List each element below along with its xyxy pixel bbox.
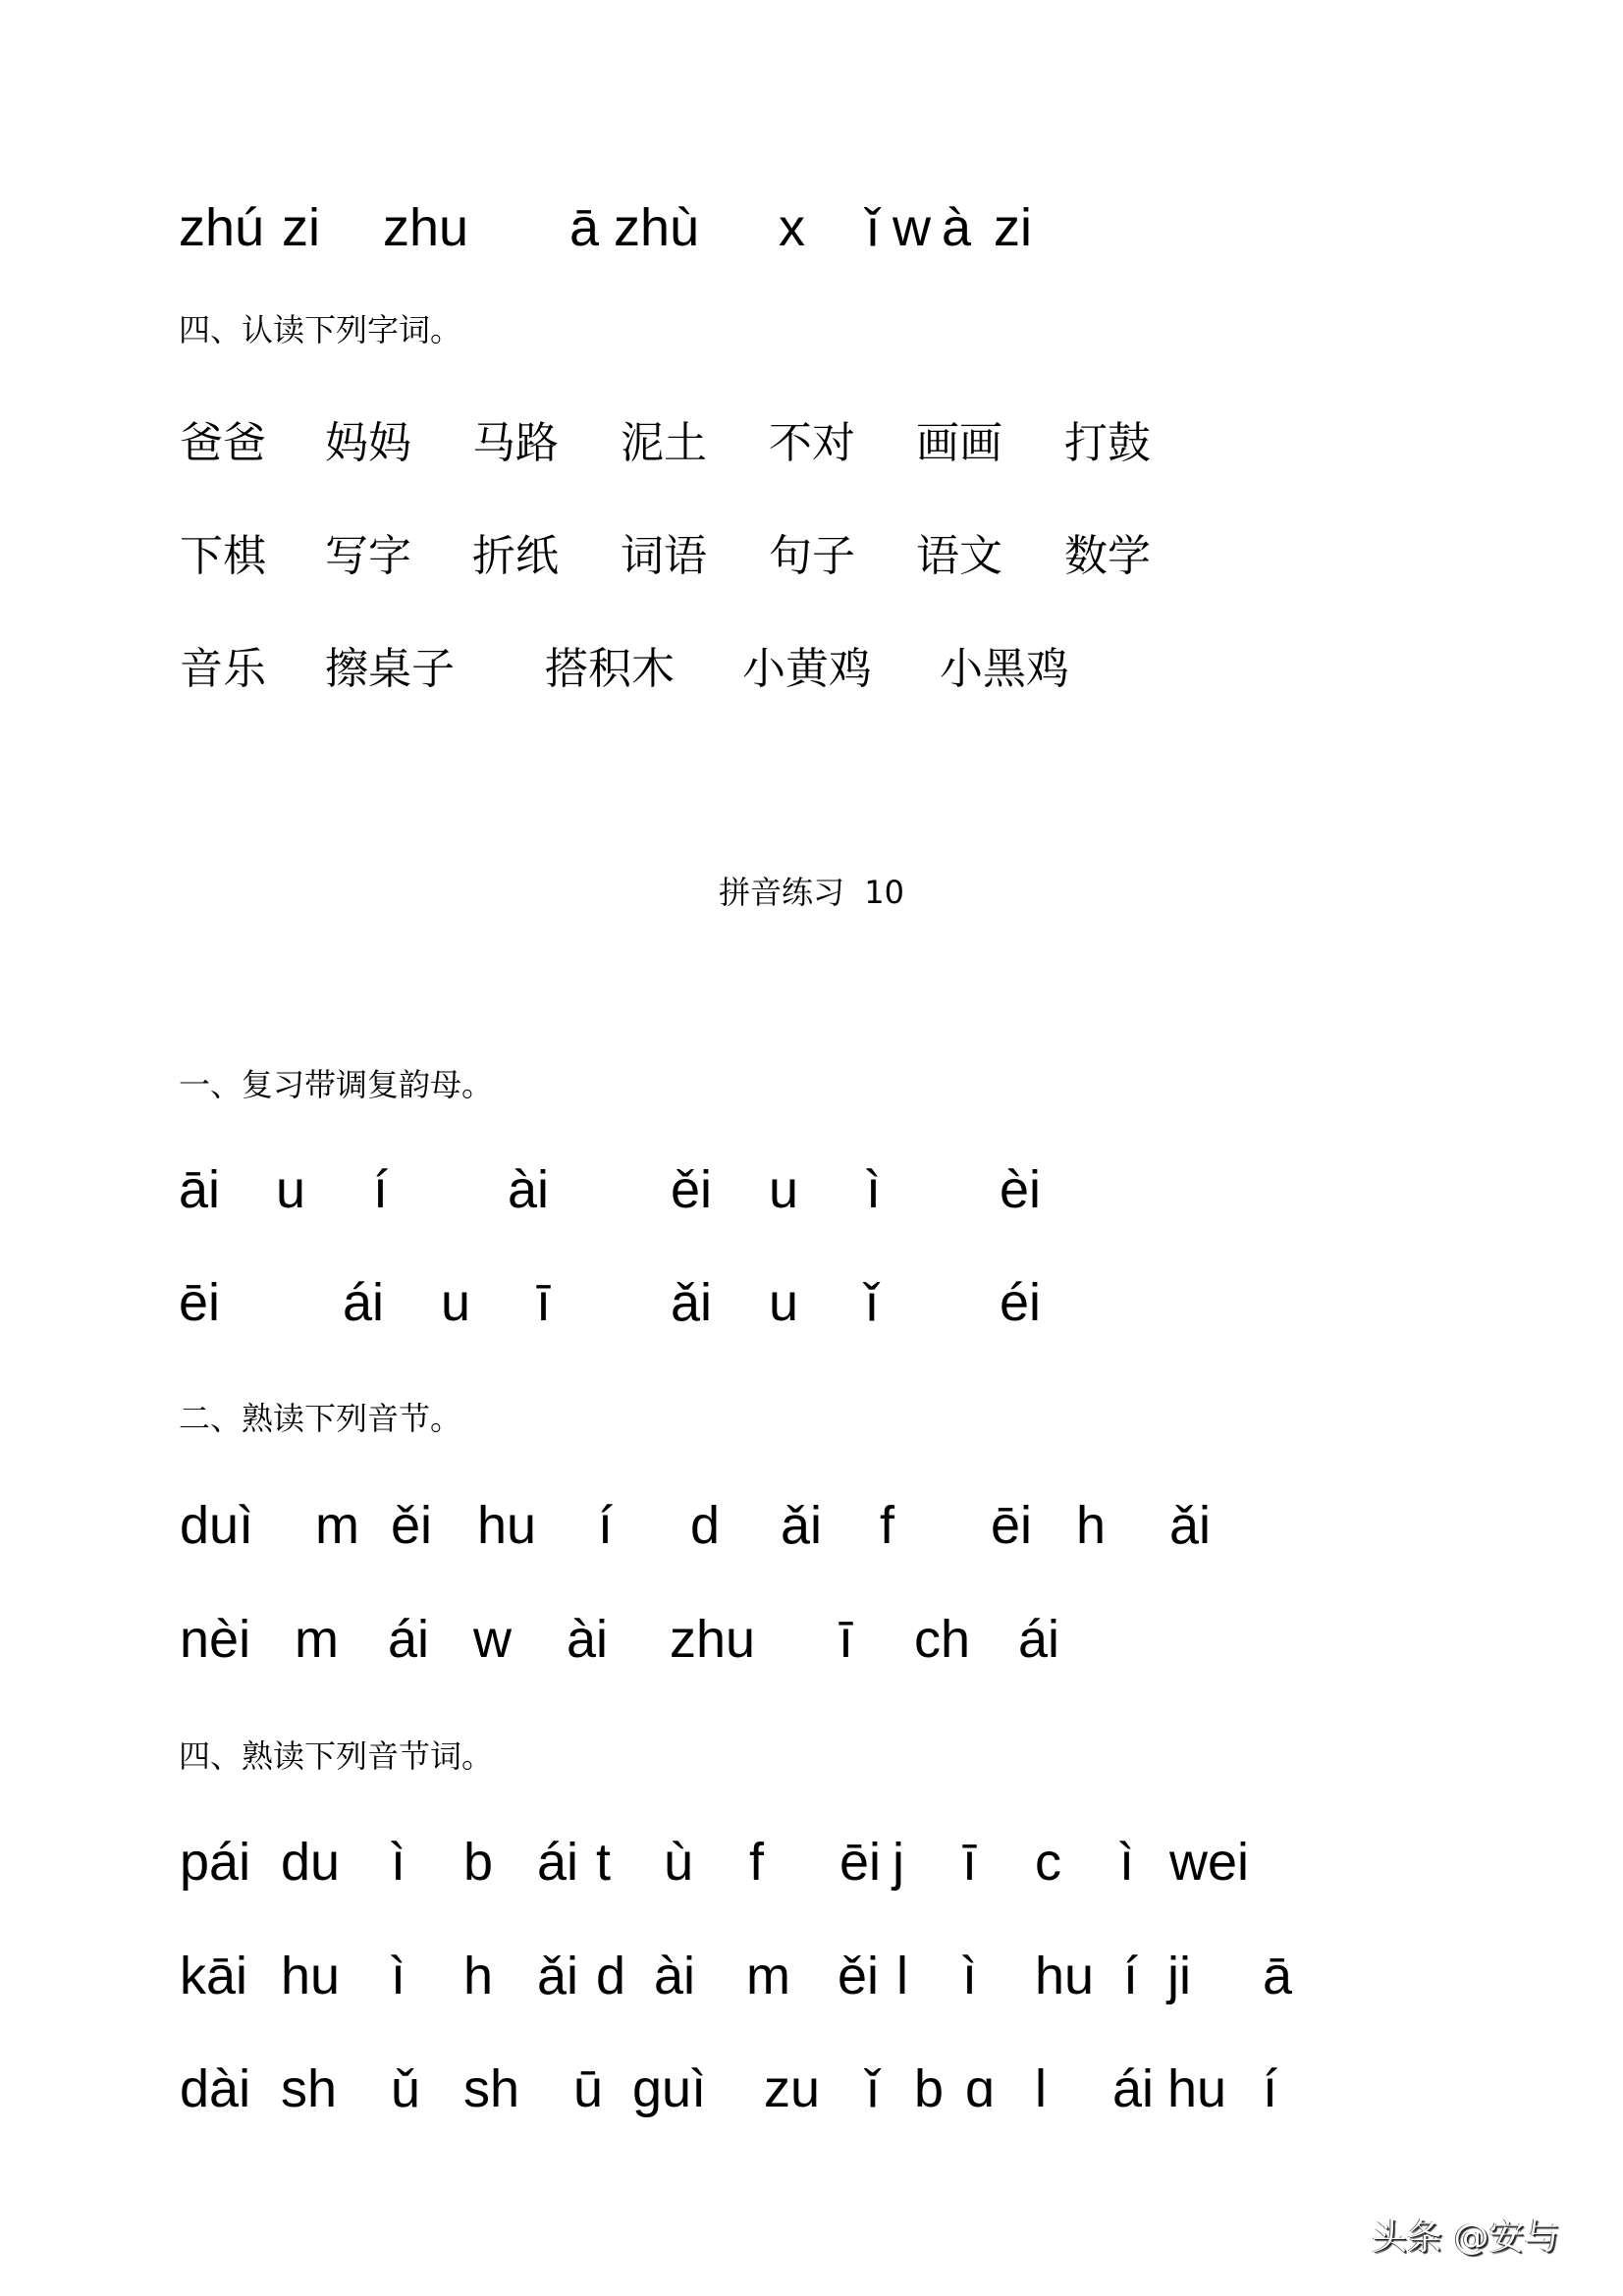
syllable-token: í <box>373 1160 389 1219</box>
watermark: 头条 @安与 <box>1372 2217 1560 2258</box>
syllable-token: h <box>463 1947 494 2005</box>
syllable-token: 句子 <box>769 531 855 581</box>
syllable-token: 音乐 <box>180 644 266 694</box>
syllable-token: t <box>596 1833 612 1892</box>
syllable-token: 打鼓 <box>1064 418 1151 468</box>
syllable-token: í <box>1263 2059 1278 2118</box>
syllable-token: ā <box>569 198 600 257</box>
syllable-token: hu <box>281 1947 341 2005</box>
syllable-token: u <box>769 1160 799 1219</box>
syllable-token: d <box>596 1947 626 2005</box>
syllable-token: 搭积木 <box>545 644 675 694</box>
syllable-token: b <box>463 1833 494 1892</box>
syllable-token: 泥土 <box>621 418 707 468</box>
syllable-token: 写字 <box>325 531 411 581</box>
syllable-token: hu <box>1167 2059 1227 2118</box>
syllable-token: kāi <box>180 1947 248 2005</box>
syllable-token: ji <box>1167 1947 1191 2005</box>
syllable-token: x <box>779 198 805 257</box>
syllable-token: 小黄鸡 <box>742 644 872 694</box>
syllable-token: m <box>746 1947 790 2005</box>
syllable-token: zh <box>614 198 671 257</box>
section-heading-2: 二、熟读下列音节。 <box>179 1400 462 1437</box>
syllable-token: 擦桌子 <box>325 644 455 694</box>
syllable-token: ài <box>654 1947 696 2005</box>
syllable-token: l <box>896 1947 908 2005</box>
syllable-token: hu <box>1035 1947 1095 2005</box>
syllable-token: à <box>942 198 972 257</box>
syllable-token: f <box>880 1496 895 1555</box>
syllable-token: ěi <box>838 1947 880 2005</box>
syllable-token: í <box>598 1496 614 1555</box>
syllable-token: 下棋 <box>180 531 266 581</box>
syllable-token: éi <box>1000 1273 1042 1332</box>
syllable-token: ǎi <box>671 1273 713 1332</box>
syllable-token: duì <box>180 1496 254 1555</box>
syllable-token: j <box>893 1833 904 1892</box>
syllable-token: b <box>914 2059 945 2118</box>
syllable-token: 马路 <box>472 418 559 468</box>
syllable-token: d <box>690 1496 721 1555</box>
syllable-token: ì <box>866 1160 882 1219</box>
syllable-token: ā <box>1263 1947 1293 2005</box>
syllable-token: ǐ <box>867 2059 879 2118</box>
syllable-token: 语文 <box>916 531 1002 581</box>
syllable-token: ī <box>536 1273 552 1332</box>
syllable-token: ái <box>343 1273 385 1332</box>
syllable-token: w <box>473 1610 512 1669</box>
syllable-token: ài <box>508 1160 550 1219</box>
syllable-token: zi <box>994 198 1032 257</box>
syllable-token: ū <box>573 2059 604 2118</box>
syllable-token: 小黑鸡 <box>940 644 1069 694</box>
syllable-token: m <box>315 1496 359 1555</box>
syllable-token: zi <box>282 198 320 257</box>
syllable-token: ěi <box>671 1160 713 1219</box>
syllable-token: c <box>1035 1833 1061 1892</box>
syllable-token: ì <box>962 1947 978 2005</box>
syllable-token: ì <box>391 1833 406 1892</box>
syllable-token: ǎi <box>1169 1496 1212 1555</box>
syllable-token: āi <box>179 1160 221 1219</box>
syllable-token: sh <box>463 2059 520 2118</box>
syllable-token: dài <box>180 2059 251 2118</box>
syllable-token: guì <box>632 2059 707 2118</box>
syllable-token: du <box>281 1833 341 1892</box>
syllable-token: u <box>441 1273 471 1332</box>
syllable-token: èi <box>1000 1160 1042 1219</box>
syllable-token: 词语 <box>621 531 707 581</box>
syllable-token: ù <box>670 198 700 257</box>
syllable-token: ài <box>567 1610 609 1669</box>
syllable-token: ī <box>962 1833 978 1892</box>
syllable-token: 折纸 <box>472 531 559 581</box>
syllable-token: ēi <box>839 1833 882 1892</box>
syllable-token: 不对 <box>769 418 855 468</box>
syllable-token: ī <box>839 1610 854 1669</box>
syllable-token: ǔ <box>391 2059 421 2118</box>
syllable-token: ǎi <box>781 1496 823 1555</box>
syllable-token: ēi <box>991 1496 1033 1555</box>
syllable-token: u <box>276 1160 306 1219</box>
syllable-token: ái <box>388 1610 430 1669</box>
section-heading-1: 一、复习带调复韵母。 <box>179 1066 494 1103</box>
syllable-token: ch <box>914 1610 971 1669</box>
syllable-token: 爸爸 <box>180 418 266 468</box>
section-heading-read-words: 四、认读下列字词。 <box>179 311 462 348</box>
syllable-token: w <box>893 198 931 257</box>
syllable-token: zhu <box>670 1610 756 1669</box>
section-heading-4: 四、熟读下列音节词。 <box>179 1737 494 1775</box>
syllable-token: hu <box>477 1496 537 1555</box>
syllable-token: l <box>1035 2059 1047 2118</box>
syllable-token: ǐ <box>866 1273 878 1332</box>
syllable-token: ái <box>1018 1610 1060 1669</box>
syllable-token: h <box>1076 1496 1107 1555</box>
syllable-token: ái <box>537 1833 579 1892</box>
syllable-token: ǎi <box>537 1947 579 2005</box>
syllable-token: zhu <box>383 198 469 257</box>
syllable-token: sh <box>281 2059 338 2118</box>
syllable-token: ěi <box>391 1496 433 1555</box>
syllable-token: ì <box>1119 1833 1135 1892</box>
syllable-token: ù <box>664 1833 694 1892</box>
syllable-token: u <box>769 1273 799 1332</box>
lesson-title: 拼音练习 10 <box>718 874 905 911</box>
syllable-token: í <box>1123 1947 1139 2005</box>
syllable-token: 妈妈 <box>325 418 411 468</box>
syllable-token: ǐ <box>867 198 879 257</box>
syllable-token: nèi <box>180 1610 251 1669</box>
syllable-token: m <box>295 1610 339 1669</box>
syllable-token: ēi <box>179 1273 221 1332</box>
syllable-token: 数学 <box>1064 531 1151 581</box>
syllable-token: zu <box>764 2059 821 2118</box>
syllable-token: ái <box>1112 2059 1155 2118</box>
syllable-token: 画画 <box>916 418 1002 468</box>
syllable-token: wei <box>1169 1833 1250 1892</box>
syllable-token: pái <box>180 1833 251 1892</box>
syllable-token: ɑ <box>965 2059 996 2118</box>
syllable-token: zhú <box>179 198 265 257</box>
syllable-token: f <box>749 1833 765 1892</box>
syllable-token: ì <box>391 1947 406 2005</box>
